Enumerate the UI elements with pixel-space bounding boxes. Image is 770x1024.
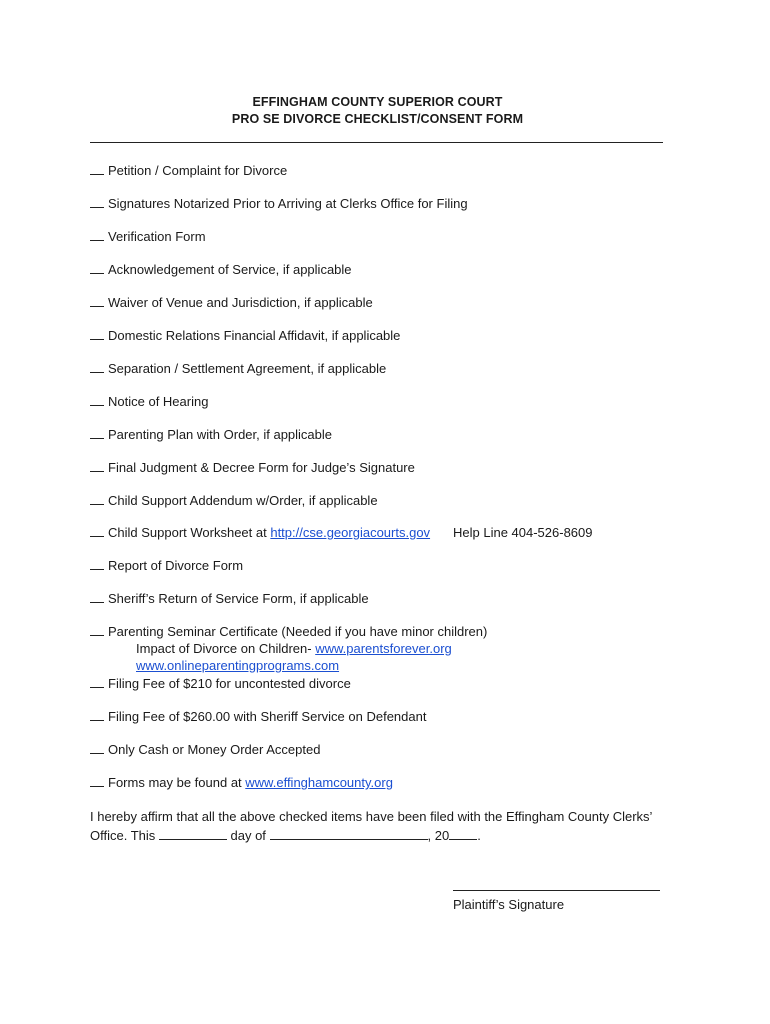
checkbox-blank[interactable] — [90, 623, 104, 636]
checkbox-blank[interactable] — [90, 360, 104, 373]
checklist-item-acknowledgement — [90, 261, 352, 278]
checklist-item-label: Forms may be found at — [108, 775, 246, 790]
affirmation-office-this: Office. This — [90, 828, 159, 843]
checklist-item-sheriff-return — [90, 590, 369, 607]
checklist-item-label: Petition / Complaint for Divorce — [108, 163, 288, 178]
checklist-item-petition — [90, 162, 287, 179]
checklist-item-label: Verification Form — [108, 229, 206, 244]
checkbox-blank[interactable] — [90, 261, 104, 274]
checklist-item-label: Only Cash or Money Order Accepted — [108, 742, 321, 757]
checklist-item-filing-fee-260 — [90, 708, 426, 725]
seminar-online-line — [136, 657, 339, 674]
checklist-item-waiver — [90, 294, 373, 311]
checklist-item-settlement — [90, 360, 386, 377]
onlineparentingprograms-link[interactable]: www.onlineparentingprograms.com — [136, 658, 340, 673]
georgiacourts-link[interactable]: http://cse.georgiacourts.gov — [270, 525, 431, 540]
checkbox-blank[interactable] — [90, 708, 104, 721]
checklist-item-label: Sheriff’s Return of Service Form, if applicable — [108, 591, 369, 606]
effinghamcounty-link[interactable]: www.effinghamcounty.org — [245, 775, 393, 790]
checklist-item-cash-money-order — [90, 741, 320, 758]
checkbox-blank[interactable] — [90, 524, 104, 537]
checkbox-blank[interactable] — [90, 327, 104, 340]
checklist-item-filing-fee-210 — [90, 675, 351, 692]
affirmation-year-prefix: , 20 — [427, 828, 450, 843]
header-divider — [90, 142, 663, 143]
seminar-impact-line — [136, 640, 452, 657]
checkbox-blank[interactable] — [90, 741, 104, 754]
checklist-item-label: Filing Fee of $260.00 with Sheriff Service on Defendant — [108, 709, 427, 724]
checklist-item-label: Report of Divorce Form — [108, 558, 244, 573]
affirmation-line-2 — [90, 826, 670, 845]
seminar-impact-label: Impact of Divorce on Children- — [136, 641, 316, 656]
checklist-item-signatures — [90, 195, 468, 212]
checkbox-blank[interactable] — [90, 294, 104, 307]
checklist-item-label: Domestic Relations Financial Affidavit, if applicable — [108, 328, 401, 343]
checklist-item-verification — [90, 228, 206, 245]
plaintiff-signature-label: Plaintiff’s Signature — [453, 897, 565, 912]
affirmation-period: . — [477, 828, 481, 843]
signature-line[interactable] — [453, 890, 660, 891]
checklist-item-label: Separation / Settlement Agreement, if applicable — [108, 361, 387, 376]
month-blank[interactable] — [270, 827, 428, 840]
parentsforever-link[interactable]: www.parentsforever.org — [315, 641, 452, 656]
affirmation-line-1: I hereby affirm that all the above checked items have been filed with the Effingham County Clerks’ — [90, 809, 653, 824]
checkbox-blank[interactable] — [90, 393, 104, 406]
help-line-number: Help Line 404-526-8609 — [453, 525, 593, 540]
checklist-item-label: Filing Fee of $210 for uncontested divorce — [108, 676, 351, 691]
checklist-item-label: Parenting Seminar Certificate (Needed if you have minor children) — [108, 624, 488, 639]
checkbox-blank[interactable] — [90, 675, 104, 688]
checklist-item-label: Notice of Hearing — [108, 394, 209, 409]
checklist-item-label: Final Judgment & Decree Form for Judge’s Signature — [108, 460, 415, 475]
checkbox-blank[interactable] — [90, 228, 104, 241]
checkbox-blank[interactable] — [90, 492, 104, 505]
checklist-item-label: Child Support Worksheet at — [108, 525, 271, 540]
checkbox-blank[interactable] — [90, 459, 104, 472]
checkbox-blank[interactable] — [90, 162, 104, 175]
checklist-item-parenting-seminar — [90, 623, 487, 640]
checklist-item-child-support-addendum — [90, 492, 378, 509]
checkbox-blank[interactable] — [90, 774, 104, 787]
checkbox-blank[interactable] — [90, 426, 104, 439]
checklist-item-notice-hearing — [90, 393, 208, 410]
checklist-item-final-judgment — [90, 459, 415, 476]
day-number-blank[interactable] — [159, 827, 227, 840]
checklist-item-report-divorce — [90, 557, 243, 574]
checklist-item-label: Signatures Notarized Prior to Arriving at Clerks Office for Filing — [108, 196, 468, 211]
checklist-item-forms-location — [90, 774, 393, 791]
court-name-heading: EFFINGHAM COUNTY SUPERIOR COURT — [252, 95, 503, 109]
affirmation-paragraph — [90, 807, 670, 845]
year-blank[interactable] — [449, 827, 477, 840]
form-title-heading: PRO SE DIVORCE CHECKLIST/CONSENT FORM — [231, 112, 524, 126]
checklist-item-child-support-worksheet — [90, 524, 430, 541]
checkbox-blank[interactable] — [90, 557, 104, 570]
checklist-item-label: Parenting Plan with Order, if applicable — [108, 427, 333, 442]
affirmation-day-of: day of — [226, 828, 270, 843]
checklist-item-label: Waiver of Venue and Jurisdiction, if applicable — [108, 295, 373, 310]
checkbox-blank[interactable] — [90, 195, 104, 208]
checklist-item-financial-affidavit — [90, 327, 400, 344]
checklist-item-parenting-plan — [90, 426, 332, 443]
checklist-item-label: Child Support Addendum w/Order, if applicable — [108, 493, 378, 508]
checklist-item-label: Acknowledgement of Service, if applicable — [108, 262, 352, 277]
checkbox-blank[interactable] — [90, 590, 104, 603]
